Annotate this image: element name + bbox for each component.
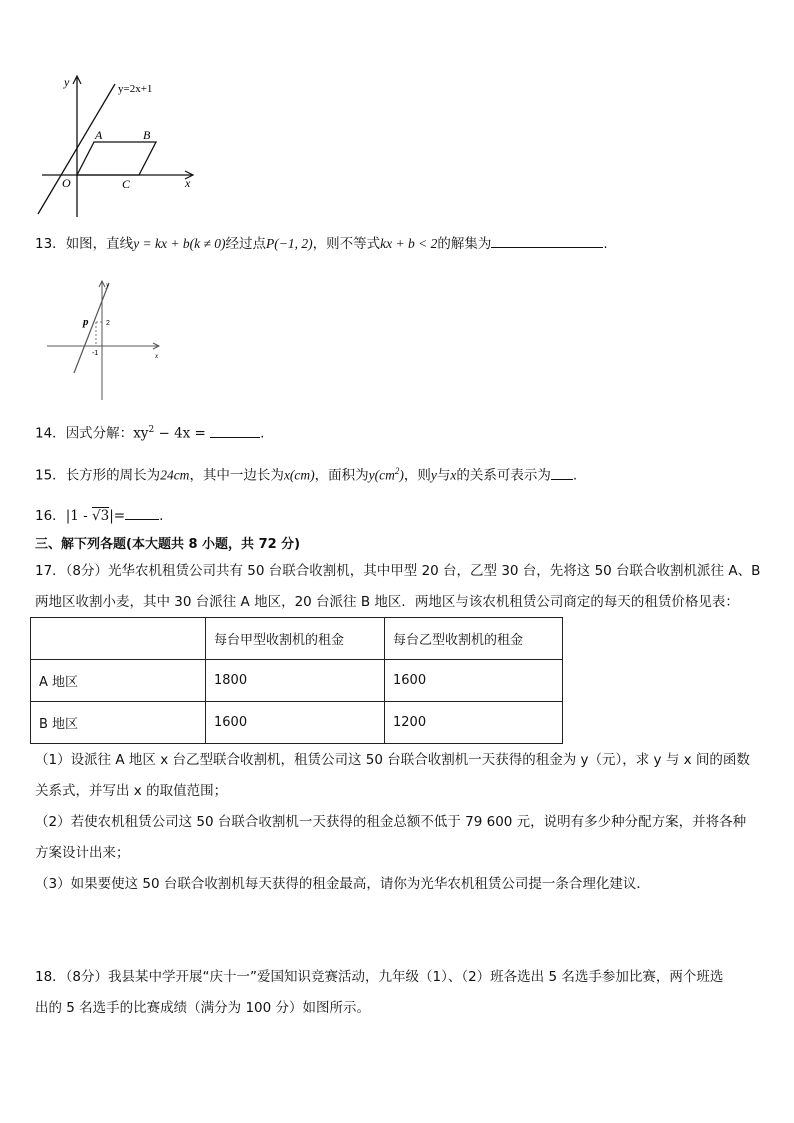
q13-text-d: 的解集为	[437, 236, 492, 252]
q15-text-e: 与	[436, 467, 451, 484]
q17-part2-line2: 方案设计出来；	[35, 845, 130, 861]
fig13-label-2: 2	[106, 320, 110, 327]
q15-text-d: ，则	[403, 467, 431, 484]
table-cell: A 地区	[31, 660, 206, 702]
question-15	[35, 462, 577, 485]
table-cell: B 地区	[31, 702, 206, 744]
q16-expr-root: √3	[91, 508, 110, 524]
question-13	[35, 233, 608, 253]
q13-text-a: 如图，直线	[65, 236, 134, 252]
q15-text-b: ，其中一边长为	[189, 467, 284, 484]
q15-answer-blank[interactable]	[551, 465, 573, 480]
q18-line-1: 18．（8分）我县某中学开展“庆十一”爱国知识竞赛活动，九年级（1）、（2）班各选出 5 名选手参加比赛，两个班选	[35, 969, 724, 985]
q17-line-1: 17．（8分）光华农机租赁公司共有 50 台联合收割机，其中甲型 20 台，乙型 30 台，先将这 50 台联合收割机派往 A、B	[35, 563, 761, 579]
table-cell	[31, 618, 206, 660]
q15-var-y: y	[430, 467, 437, 483]
q15-side-expr: x(cm)	[283, 467, 315, 483]
point-c-label: C	[122, 177, 131, 191]
table-cell: 1200	[385, 702, 563, 744]
q17-line-2: 两地区收割小麦，其中 30 台派往 A 地区，20 台派往 B 地区．两地区与该农机租赁公司商定的每天的租赁价格见表：	[35, 594, 739, 610]
fig13-label-neg1: -1	[92, 350, 99, 357]
figure-line-through-p	[44, 278, 164, 403]
line-label: y=2x+1	[118, 83, 153, 95]
x-axis-label: x	[185, 176, 191, 190]
origin-label: O	[62, 176, 71, 190]
q14-expr-b: − 4x =	[154, 425, 211, 442]
table-cell: 1600	[385, 660, 563, 702]
q15-perimeter-expr: 24cm	[160, 467, 190, 483]
q13-text-c: ，则不等式	[312, 236, 381, 252]
q18-line-2: 出的 5 名选手的比赛成绩（满分为 100 分）如图所示。	[35, 1000, 371, 1016]
q16-answer-blank[interactable]	[125, 505, 159, 520]
q17-part3: （3）如果要使这 50 台联合收割机每天获得的租金最高，请你为光华农机租赁公司提一条合理化建议．	[35, 876, 650, 892]
q15-var-x: x	[450, 467, 457, 483]
q15-area-sup: 2	[394, 466, 400, 476]
q15-number: 15．	[35, 467, 66, 484]
q15-area-expr: y(cm	[368, 467, 395, 483]
q13-line-expr: y = kx + b(k ≠ 0)	[133, 236, 226, 251]
parallelogram-oabc	[77, 142, 156, 175]
table-cell: 1600	[206, 702, 385, 744]
table-row	[31, 702, 563, 744]
rental-price-table	[30, 617, 563, 744]
q17-part1-line2: 关系式，并写出 x 的取值范围；	[35, 783, 228, 799]
point-a-label: A	[95, 128, 103, 142]
question-18	[35, 962, 760, 1024]
question-14	[35, 421, 264, 443]
y-axis-label: y	[64, 75, 70, 89]
q13-answer-blank[interactable]	[491, 233, 603, 248]
q13-number: 13．	[35, 236, 66, 252]
q15-end: .	[572, 467, 578, 484]
q17-part1-line1: （1）设派往 A 地区 x 台乙型联合收割机，租赁公司这 50 台联合收割机一天获得的租金为 y（元），求 y 与 x 间的函数	[35, 752, 750, 768]
q16-expr-b: |=	[109, 508, 126, 524]
q15-text-a: 长方形的周长为	[65, 467, 161, 484]
q14-answer-blank[interactable]	[210, 423, 260, 438]
fig13-label-p: p	[83, 316, 89, 328]
question-16	[35, 505, 163, 525]
q14-expr-sup: 2	[148, 425, 155, 435]
table-row	[31, 618, 563, 660]
q15-text-c: ，面积为	[314, 467, 369, 484]
fig13-line	[74, 283, 109, 373]
q13-inequality-expr: kx + b < 2	[380, 236, 438, 251]
fig13-label-x: x	[155, 352, 159, 360]
q13-text-b: 经过点	[225, 236, 267, 252]
point-b-label: B	[143, 128, 151, 142]
q14-end: .	[260, 425, 265, 442]
table-cell: 每台乙型收割机的租金	[385, 618, 563, 660]
question-17-parts	[35, 745, 760, 900]
q14-expr-a: xy	[133, 425, 149, 442]
q15-text-f: 的关系可表示为	[456, 467, 551, 484]
section-3-heading: 三、解下列各题(本大题共 8 小题，共 72 分)	[35, 537, 301, 552]
q13-end: .	[603, 236, 608, 252]
q15-area-end: )	[399, 467, 404, 483]
q14-number: 14．	[35, 425, 66, 442]
fig13-label-y: y	[106, 281, 110, 289]
q16-end: .	[159, 508, 164, 524]
figure-parallelogram-graph	[30, 72, 205, 222]
q16-expr-a: |1 -	[65, 508, 92, 524]
table-cell: 1800	[206, 660, 385, 702]
question-17-intro	[35, 556, 760, 618]
q16-number: 16．	[35, 508, 66, 524]
q14-text: 因式分解：	[65, 425, 134, 442]
table-row	[31, 660, 563, 702]
q17-part2-line1: （2）若使农机租赁公司这 50 台联合收割机一天获得的租金总额不低于 79 600 元，说明有多少种分配方案，并将各种	[35, 814, 747, 830]
table-cell: 每台甲型收割机的租金	[206, 618, 385, 660]
q13-point-expr: P(−1, 2)	[266, 236, 313, 251]
